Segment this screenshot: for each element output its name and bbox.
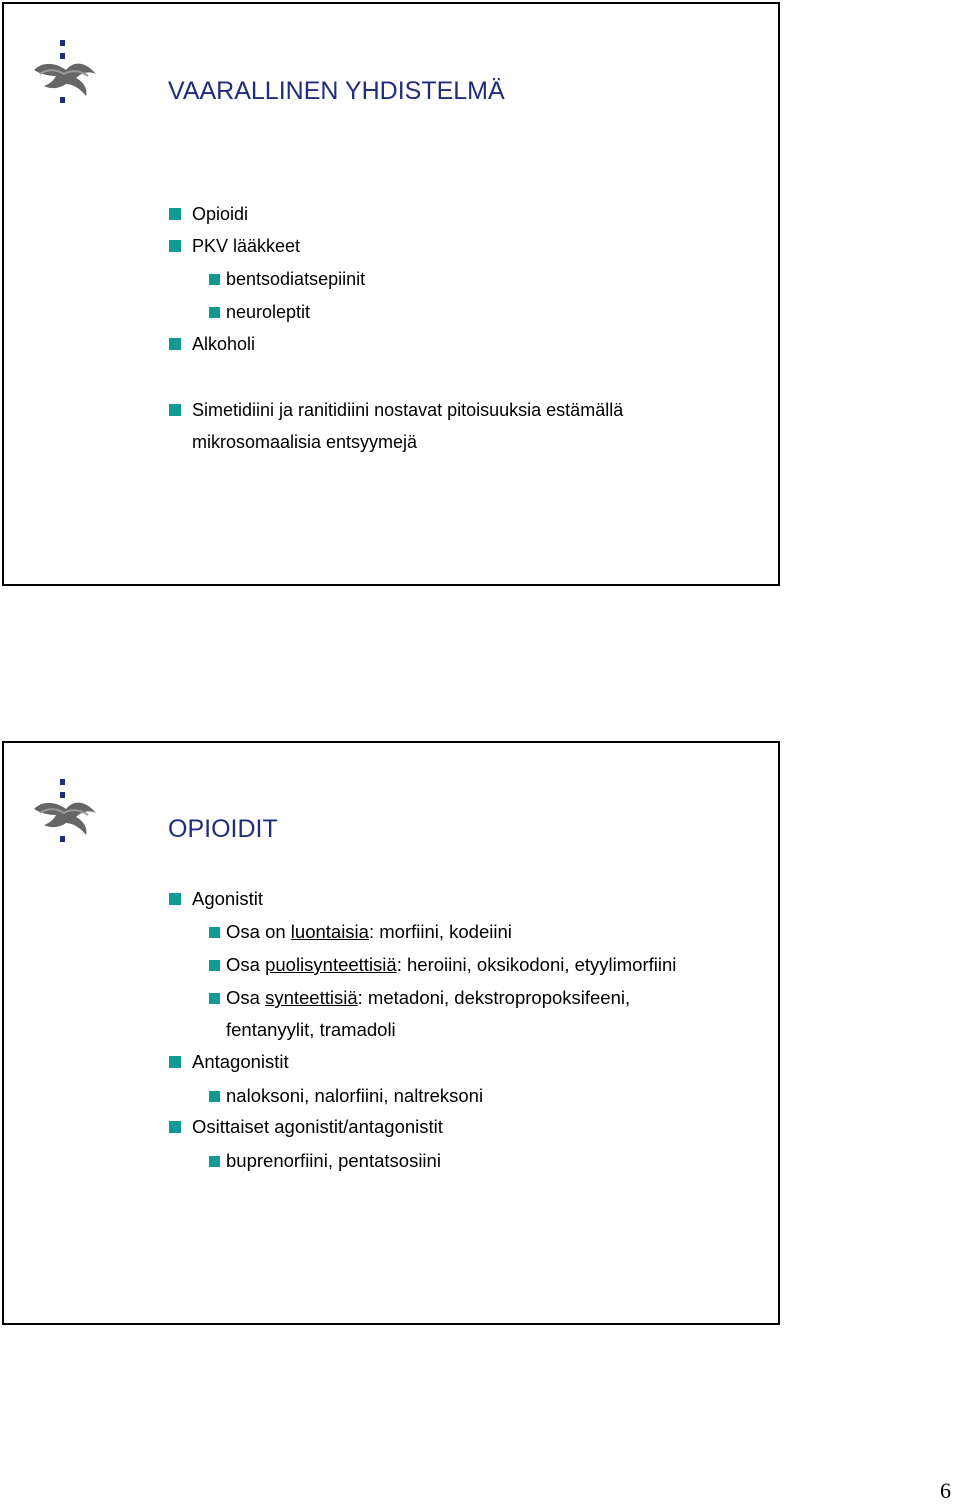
slide-title: OPIOIDIT xyxy=(168,815,278,843)
flame-logo-icon xyxy=(30,779,100,849)
bullet-square-icon xyxy=(169,338,181,350)
page-number: 6 xyxy=(940,1478,951,1503)
flame-logo-icon xyxy=(30,40,100,110)
slide-2 xyxy=(2,741,780,1325)
bullet-text: Alkoholi xyxy=(192,334,256,354)
bullet-text: Opioidi xyxy=(192,204,249,224)
bullet-square-icon xyxy=(209,307,220,318)
slide-1 xyxy=(2,2,780,586)
bullet-text: Agonistit xyxy=(192,888,263,909)
bullet-text: neuroleptit xyxy=(226,302,311,322)
bullet-text: buprenorfiini, pentatsosiini xyxy=(226,1150,441,1171)
bullet-square-icon xyxy=(169,1121,181,1133)
bullet-text xyxy=(226,987,630,1009)
bullet-square-icon xyxy=(209,927,220,938)
text-rest: : metadoni, dekstropropoksifeeni, xyxy=(357,987,631,1008)
bullet-text: naloksoni, nalorfiini, naltreksoni xyxy=(226,1085,484,1106)
bullet-square-icon xyxy=(209,993,220,1004)
bullet-square-icon xyxy=(209,1091,220,1102)
text-prefix: Osa xyxy=(226,987,266,1008)
bullet-square-icon xyxy=(169,208,181,220)
underlined-term: puolisynteettisiä xyxy=(265,954,397,975)
text-rest: : heroiini, oksikodoni, etyylimorfiini xyxy=(396,954,677,975)
text-prefix: Osa xyxy=(226,954,266,975)
bullet-square-icon xyxy=(209,960,220,971)
bullet-square-icon xyxy=(169,240,181,252)
bullet-text: PKV lääkkeet xyxy=(192,236,301,256)
bullet-text xyxy=(226,954,676,976)
bullet-text: bentsodiatsepiinit xyxy=(226,269,366,289)
bullet-text: Simetidiini ja ranitidiini nostavat pitoisuuksia estämällä xyxy=(192,400,624,420)
bullet-square-icon xyxy=(169,893,181,905)
bullet-square-icon xyxy=(209,274,220,285)
underlined-term: luontaisia xyxy=(290,921,369,942)
bullet-square-icon xyxy=(169,404,181,416)
bullet-square-icon xyxy=(169,1056,181,1068)
bullet-text: mikrosomaalisia entsyymejä xyxy=(192,432,418,452)
text-prefix: Osa on xyxy=(226,921,291,942)
bullet-text: fentanyylit, tramadoli xyxy=(226,1019,396,1040)
underlined-term: synteettisiä xyxy=(265,987,358,1008)
slide-title: VAARALLINEN YHDISTELMÄ xyxy=(168,77,505,105)
text-rest: : morfiini, kodeiini xyxy=(368,921,512,942)
bullet-text: Antagonistit xyxy=(192,1051,289,1072)
bullet-text: Osittaiset agonistit/antagonistit xyxy=(192,1116,443,1137)
bullet-text xyxy=(226,921,512,943)
bullet-square-icon xyxy=(209,1156,220,1167)
